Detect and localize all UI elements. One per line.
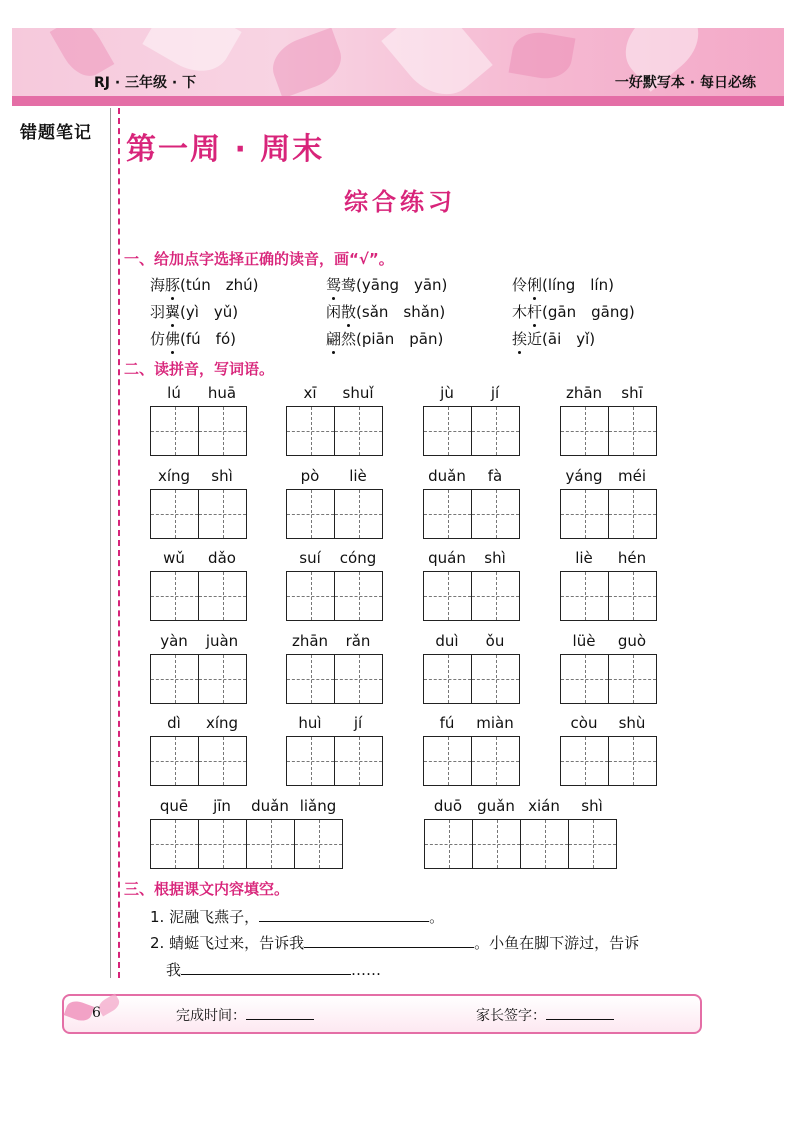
parent-signature: 家长签字： [476, 1005, 614, 1025]
pinyin-syllable: cóng [339, 549, 377, 567]
dotted-character: 豚 [165, 276, 181, 294]
pinyin-syllable: pò [300, 467, 320, 485]
completion-time: 完成时间： [176, 1005, 314, 1025]
pronunciation-item [150, 328, 236, 349]
fill-line-2: 2. 蜻蜓飞过来，告诉我 。小鱼在脚下游过，告诉 [150, 934, 640, 952]
tianzige-grid [560, 736, 657, 786]
time-blank[interactable] [246, 1005, 314, 1020]
pinyin-syllable: hén [617, 549, 647, 567]
section1-heading: 一、给加点字选择正确的读音，画“√”。 [124, 250, 394, 268]
tianzige-grid [423, 489, 520, 539]
pinyin-syllable: shì [581, 797, 603, 815]
answer-blank[interactable] [259, 907, 429, 922]
writing-cell[interactable] [561, 407, 609, 455]
writing-cell[interactable] [151, 737, 199, 785]
tianzige-grid [560, 571, 657, 621]
word-character: 近 [527, 330, 543, 348]
writing-cell[interactable] [335, 572, 383, 620]
tianzige-grid [286, 406, 383, 456]
pinyin-options[interactable]: (tún zhú) [180, 276, 259, 294]
tianzige-grid [150, 654, 247, 704]
writing-cell[interactable] [199, 820, 247, 868]
writing-cell[interactable] [335, 490, 383, 538]
writing-cell[interactable] [151, 572, 199, 620]
tianzige-grid [560, 406, 657, 456]
tianzige-grid [423, 571, 520, 621]
writing-cell[interactable] [199, 407, 247, 455]
writing-cell[interactable] [287, 407, 335, 455]
header-stripe [12, 96, 784, 106]
series-label: 一好默写本 · 每日必练 [614, 75, 756, 91]
writing-cell[interactable] [472, 490, 520, 538]
pinyin-syllable: quē [159, 797, 189, 815]
tianzige-grid [286, 654, 383, 704]
dotted-character: 翼 [165, 303, 181, 321]
answer-blank[interactable] [304, 933, 474, 948]
pinyin-syllable: shì [211, 467, 233, 485]
writing-cell[interactable] [609, 737, 657, 785]
pronunciation-item [150, 274, 259, 295]
word-character: 木 [512, 303, 528, 321]
writing-cell[interactable] [473, 820, 521, 868]
pinyin-syllable: lú [167, 384, 181, 402]
word-character: 然 [341, 330, 357, 348]
tianzige-grid [286, 489, 383, 539]
pinyin-options[interactable]: (líng lín) [542, 276, 614, 294]
pinyin-options[interactable]: (yāng yān) [356, 276, 448, 294]
pinyin-syllable: ǒu [485, 632, 505, 650]
tianzige-grid [150, 819, 343, 869]
tianzige-grid [150, 736, 247, 786]
pinyin-syllable: jīn [213, 797, 231, 815]
pinyin-syllable: guǎn [477, 797, 515, 815]
pronunciation-item [512, 328, 595, 349]
pronunciation-item [326, 274, 447, 295]
writing-cell[interactable] [561, 490, 609, 538]
writing-cell[interactable] [199, 490, 247, 538]
writing-cell[interactable] [609, 407, 657, 455]
word-character: 鸯 [341, 276, 357, 294]
pinyin-syllable: quán [428, 549, 466, 567]
pinyin-syllable: liǎng [299, 797, 337, 815]
writing-cell[interactable] [151, 407, 199, 455]
week-title: 第一周 · 周末 [126, 132, 325, 167]
pinyin-syllable: juàn [205, 632, 239, 650]
pinyin-options[interactable]: (sǎn shǎn) [356, 303, 446, 321]
writing-cell[interactable] [424, 407, 472, 455]
pinyin-syllable: yáng [565, 467, 603, 485]
pronunciation-item [150, 301, 238, 322]
answer-blank[interactable] [181, 960, 351, 975]
pinyin-syllable: liè [575, 549, 593, 567]
writing-cell[interactable] [424, 490, 472, 538]
pinyin-options[interactable]: (fú fó) [180, 330, 236, 348]
pinyin-syllable: rǎn [345, 632, 371, 650]
pinyin-options[interactable]: (gān gāng) [542, 303, 635, 321]
tianzige-grid [560, 654, 657, 704]
pinyin-syllable: fú [439, 714, 455, 732]
writing-cell[interactable] [561, 655, 609, 703]
writing-cell[interactable] [472, 737, 520, 785]
writing-cell[interactable] [569, 820, 617, 868]
section2-heading: 二、读拼音，写词语。 [124, 360, 275, 378]
writing-cell[interactable] [287, 737, 335, 785]
pinyin-syllable: méi [617, 467, 647, 485]
pinyin-syllable: liè [349, 467, 367, 485]
writing-cell[interactable] [287, 655, 335, 703]
pinyin-syllable: duì [435, 632, 459, 650]
pinyin-syllable: xíng [205, 714, 239, 732]
pinyin-syllable: duō [433, 797, 463, 815]
pinyin-syllable: shì [484, 549, 506, 567]
section3-heading: 三、根据课文内容填空。 [124, 880, 290, 898]
pinyin-options[interactable]: (piān pān) [356, 330, 444, 348]
tianzige-grid [150, 406, 247, 456]
error-notes-label: 错题笔记 [20, 123, 92, 143]
pinyin-syllable: miàn [476, 714, 514, 732]
tianzige-grid [150, 571, 247, 621]
pinyin-syllable: guò [617, 632, 647, 650]
footer-bar [62, 994, 702, 1034]
tianzige-grid [423, 736, 520, 786]
pinyin-syllable: huā [207, 384, 237, 402]
writing-cell[interactable] [151, 655, 199, 703]
word-character: 羽 [150, 303, 166, 321]
tianzige-grid [286, 571, 383, 621]
writing-cell[interactable] [199, 572, 247, 620]
pinyin-syllable: zhān [565, 384, 603, 402]
word-character: 仿 [150, 330, 166, 348]
writing-cell[interactable] [151, 490, 199, 538]
dotted-character: 俐 [527, 276, 543, 294]
margin-dashed-line [118, 108, 120, 978]
pinyin-syllable: shī [621, 384, 643, 402]
pinyin-syllable: yàn [160, 632, 188, 650]
writing-cell[interactable] [609, 572, 657, 620]
writing-cell[interactable] [472, 407, 520, 455]
petal-decoration [266, 28, 349, 98]
writing-cell[interactable] [472, 655, 520, 703]
writing-cell[interactable] [151, 820, 199, 868]
signature-blank[interactable] [546, 1005, 614, 1020]
tianzige-grid [424, 819, 617, 869]
pinyin-options[interactable]: (yì yǔ) [180, 303, 239, 321]
pinyin-syllable: jí [353, 714, 363, 732]
writing-cell[interactable] [335, 407, 383, 455]
tianzige-grid [423, 406, 520, 456]
fill-line-3: 我 …… [166, 961, 382, 979]
tianzige-grid [423, 654, 520, 704]
writing-cell[interactable] [521, 820, 569, 868]
writing-cell[interactable] [199, 655, 247, 703]
writing-cell[interactable] [561, 572, 609, 620]
writing-cell[interactable] [424, 655, 472, 703]
writing-cell[interactable] [295, 820, 343, 868]
word-character: 海 [150, 276, 166, 294]
pinyin-syllable: duǎn [251, 797, 289, 815]
pronunciation-item [326, 328, 443, 349]
writing-cell[interactable] [609, 655, 657, 703]
pinyin-syllable: shù [618, 714, 646, 732]
pronunciation-item [512, 274, 614, 295]
dotted-character: 佛 [165, 330, 181, 348]
pinyin-syllable: dǎo [208, 549, 236, 567]
dotted-character: 杆 [527, 303, 543, 321]
pinyin-syllable: zhān [291, 632, 329, 650]
pinyin-syllable: xī [303, 384, 317, 402]
dotted-character: 散 [341, 303, 357, 321]
pinyin-syllable: dì [167, 714, 181, 732]
pinyin-syllable: duǎn [428, 467, 466, 485]
margin-line [110, 108, 111, 978]
tianzige-grid [150, 489, 247, 539]
grade-label: RJ · 三年级 · 下 [94, 75, 197, 91]
page-title: 综合练习 [344, 188, 456, 216]
writing-cell[interactable] [425, 820, 473, 868]
pronunciation-item [326, 301, 445, 322]
writing-cell[interactable] [472, 572, 520, 620]
writing-cell[interactable] [609, 490, 657, 538]
pinyin-syllable: shuǐ [342, 384, 374, 402]
word-character: 闲 [326, 303, 342, 321]
pinyin-syllable: suí [299, 549, 321, 567]
writing-cell[interactable] [335, 737, 383, 785]
tianzige-grid [560, 489, 657, 539]
writing-cell[interactable] [335, 655, 383, 703]
pinyin-syllable: huì [298, 714, 322, 732]
writing-cell[interactable] [247, 820, 295, 868]
writing-cell[interactable] [287, 490, 335, 538]
page-number: 6 [92, 1005, 101, 1021]
dotted-character: 鸳 [326, 276, 342, 294]
pinyin-options[interactable]: (āi yǐ) [542, 330, 596, 348]
word-character: 伶 [512, 276, 528, 294]
writing-cell[interactable] [199, 737, 247, 785]
pinyin-syllable: jù [440, 384, 454, 402]
tianzige-grid [286, 736, 383, 786]
petal-decoration [64, 998, 95, 1024]
dotted-character: 挨 [512, 330, 528, 348]
pinyin-syllable: xián [528, 797, 560, 815]
pinyin-syllable: xíng [157, 467, 191, 485]
fill-line-1: 1. 泥融飞燕子， 。 [150, 908, 445, 926]
petal-decoration [509, 28, 576, 83]
writing-cell[interactable] [561, 737, 609, 785]
pinyin-syllable: còu [570, 714, 598, 732]
header-banner [12, 28, 784, 106]
pronunciation-item [512, 301, 635, 322]
writing-cell[interactable] [424, 737, 472, 785]
pinyin-syllable: wǔ [163, 549, 185, 567]
pinyin-syllable: fà [487, 467, 503, 485]
pinyin-syllable: jí [490, 384, 500, 402]
petal-decoration [381, 28, 492, 106]
pinyin-syllable: lüè [572, 632, 596, 650]
writing-cell[interactable] [287, 572, 335, 620]
dotted-character: 翩 [326, 330, 342, 348]
writing-cell[interactable] [424, 572, 472, 620]
